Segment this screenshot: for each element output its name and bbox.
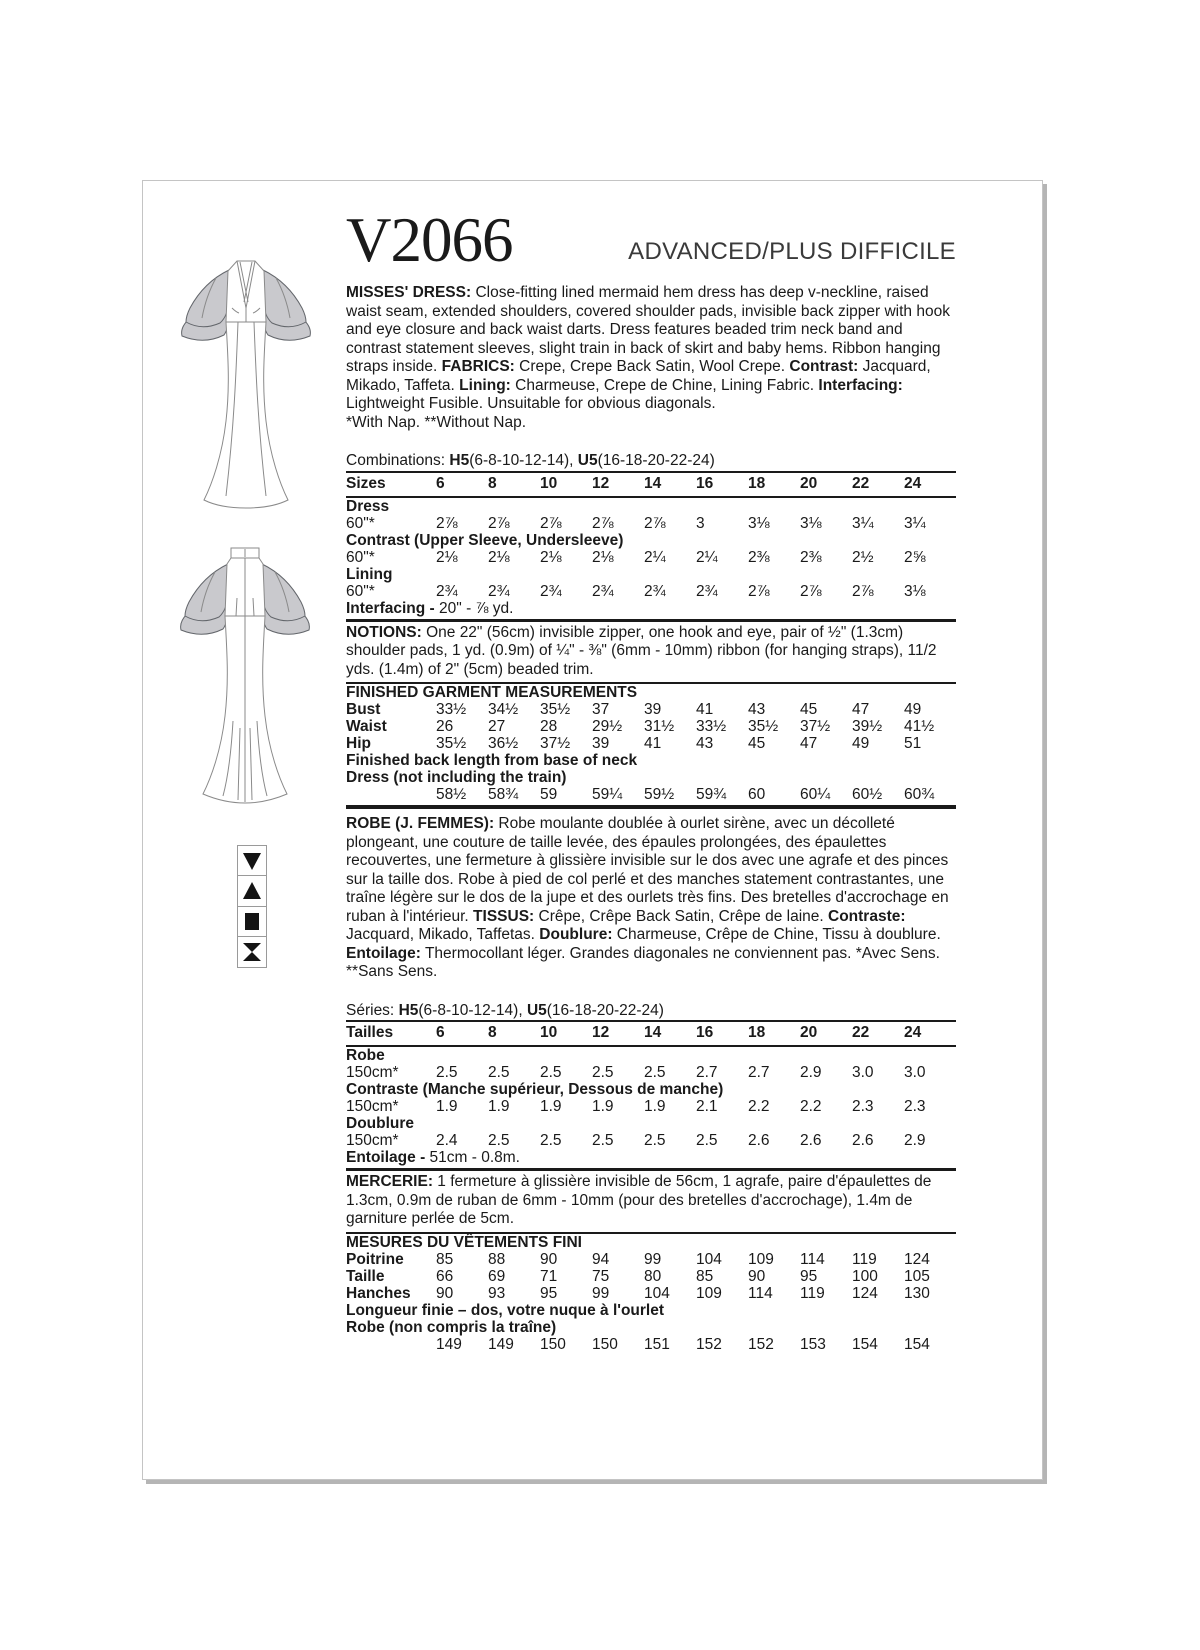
value-cell: 8: [488, 474, 497, 492]
value-cell: 2.5: [644, 1064, 666, 1081]
text-run: Charmeuse, Crêpe de Chine, Tissu à doublure.: [612, 926, 941, 943]
value-cell: 1.9: [488, 1098, 510, 1115]
section-label-row: [346, 1115, 956, 1132]
value-cell: 60¾: [904, 786, 935, 803]
note-text: [346, 600, 956, 617]
bold-run: Entoilage -: [346, 1149, 430, 1166]
section-label: Lining: [346, 565, 393, 583]
row-label-cell: Bust: [346, 701, 381, 718]
value-cell: 2.7: [748, 1064, 770, 1081]
value-cell: 2.5: [436, 1064, 458, 1081]
value-cell: 35½: [540, 701, 571, 718]
measurement-row: [346, 1064, 956, 1081]
value-cell: 85: [436, 1250, 454, 1268]
value-cell: 60: [748, 786, 766, 803]
section-label: Dress: [346, 497, 390, 515]
value-cell: 119: [800, 1284, 825, 1302]
value-cell: 14: [644, 1024, 662, 1041]
value-cell: 124: [904, 1250, 930, 1268]
value-cell: 2⅞: [644, 514, 666, 532]
value-cell: 39: [644, 701, 662, 718]
text-run: Séries:: [346, 1001, 399, 1019]
value-cell: 39½: [852, 718, 883, 735]
row-label-cell: Tailles: [346, 1024, 394, 1041]
text-run: Crêpe, Crêpe Back Satin, Crêpe de laine.: [534, 907, 828, 925]
note-text: [346, 1149, 956, 1166]
value-cell: 20: [800, 1024, 818, 1041]
value-cell: 37: [592, 701, 610, 718]
value-cell: 99: [644, 1250, 662, 1268]
value-cell: 43: [748, 701, 766, 718]
measurement-row: [346, 1285, 956, 1302]
value-cell: 35½: [436, 735, 467, 752]
value-cell: 27: [488, 718, 506, 735]
value-cell: 18: [748, 474, 766, 492]
measurement-row: [346, 735, 956, 752]
value-cell: 100: [852, 1267, 878, 1285]
value-cell: 2⅜: [748, 548, 770, 566]
value-cell: 33½: [696, 718, 727, 735]
bold-run: Interfacing -: [346, 599, 440, 617]
value-cell: 3.0: [852, 1064, 874, 1081]
section-label: Doublure: [346, 1115, 415, 1132]
row-label-cell: 60"*: [346, 514, 375, 532]
measurement-row: [346, 1251, 956, 1268]
finished-measurements-metric: [346, 1234, 956, 1353]
row-label-cell: 60"*: [346, 582, 375, 600]
dress-back-illustration: [173, 546, 317, 806]
value-cell: 3⅛: [904, 582, 926, 600]
row-label-cell: Hanches: [346, 1284, 411, 1302]
value-cell: 2⅛: [488, 548, 510, 566]
section-label: Longueur finie – dos, votre nuque à l'ourlet: [346, 1301, 665, 1319]
value-cell: 2¾: [540, 582, 562, 600]
row-label-cell: Waist: [346, 718, 387, 735]
value-cell: 150: [592, 1335, 618, 1353]
value-cell: 26: [436, 718, 454, 735]
bold-run: Lining:: [459, 376, 511, 394]
front-bodice: [226, 261, 266, 322]
value-cell: 2⅞: [800, 582, 822, 600]
measurement-row: [346, 786, 956, 803]
text-run: Thermocollant léger. Grandes diagonales ne conviennent pas. *Avec Sens. **Sans Sens.: [346, 944, 940, 980]
section-label: FINISHED GARMENT MEASUREMENTS: [346, 684, 638, 701]
value-cell: 2.5: [592, 1132, 614, 1149]
value-cell: 124: [852, 1284, 878, 1302]
bold-run: U5: [526, 1001, 547, 1019]
value-cell: 153: [800, 1335, 826, 1353]
value-cell: 33½: [436, 701, 467, 718]
value-cell: 2.3: [904, 1098, 926, 1115]
value-cell: 149: [488, 1335, 514, 1353]
value-cell: 66: [436, 1267, 454, 1285]
value-cell: 2.5: [540, 1064, 562, 1081]
section-label-row: [346, 769, 956, 786]
section-label: Robe (non compris la traîne): [346, 1318, 557, 1336]
pattern-number: V2066: [346, 205, 513, 275]
measurement-row: [346, 515, 956, 532]
yardage-table-imperial: [346, 471, 956, 622]
bold-run: U5: [577, 452, 598, 469]
mercerie-paragraph: [346, 1171, 956, 1234]
value-cell: 130: [904, 1284, 930, 1302]
bold-run: Interfacing:: [818, 376, 903, 394]
text-run: One 22" (56cm) invisible zipper, one hook and eye, pair of ½" (1.3cm) shoulder pads, 1 yd. (0.9m) of ¼" - ⅜" (6mm - 10mm) ribbon (for hanging straps), 11/2 yds. (1.4m) of 2" (5cm) beaded trim.: [346, 623, 937, 678]
value-cell: 2.9: [904, 1132, 926, 1149]
row-label-cell: 150cm*: [346, 1064, 399, 1081]
series-line: [346, 1002, 956, 1021]
value-cell: 60½: [852, 786, 883, 803]
bold-run: Entoilage:: [346, 944, 421, 962]
row-label-cell: Poitrine: [346, 1250, 404, 1268]
text-run: 20" - ⅞ yd.: [439, 599, 514, 617]
value-cell: 45: [800, 701, 818, 718]
front-skirt: [204, 322, 288, 508]
value-cell: 2⅞: [436, 514, 458, 532]
square-symbol: [237, 906, 267, 938]
row-label-cell: 150cm*: [346, 1098, 399, 1115]
value-cell: 152: [696, 1335, 722, 1353]
text-run: Combinations:: [346, 452, 450, 469]
value-cell: 34½: [488, 701, 519, 718]
text-run: *With Nap. **Without Nap.: [346, 413, 527, 431]
value-cell: 14: [644, 474, 662, 492]
measurement-row: [346, 1132, 956, 1149]
text-run: Close-fitting lined mermaid hem dress has deep v-neckline, raised waist seam, extended shoulders, covered shoulder pads, invisible back zipper with hook and eye closure and back waist darts. Dress features beaded trim neck band and contrast statement sleeves, slight train in back of skirt and baby hems. Ribbon hanging straps inside.: [346, 284, 950, 375]
value-cell: 119: [852, 1250, 877, 1268]
bold-run: MERCERIE:: [346, 1173, 433, 1190]
value-cell: 59¼: [592, 786, 623, 803]
value-cell: 35½: [748, 718, 779, 735]
value-cell: 90: [436, 1284, 454, 1302]
value-cell: 90: [540, 1250, 558, 1268]
size-header-row: [346, 1020, 956, 1047]
bold-run: Doublure:: [539, 926, 613, 943]
value-cell: 2¼: [644, 548, 666, 566]
value-cell: 2.4: [436, 1132, 458, 1149]
value-cell: 2.9: [800, 1064, 822, 1081]
text-column: [346, 181, 956, 1353]
value-cell: 2⅝: [904, 548, 926, 566]
value-cell: 1.9: [644, 1098, 666, 1115]
value-cell: 41½: [904, 718, 935, 735]
text-run: Robe moulante doublée à ourlet sirène, avec un décolleté plongeant, une couture de taille levée, des épaules prolongées, des épaulettes recouvertes, une fermeture à glissière invisible sur le dos avec une agrafe et des pinces sur la taille dos. Robe à pied de col perlé et des manches statement contrastantes, une traîne légère sur le dos de la jupe et des ourlets très fins. Des bretelles d'accrochage en ruban à l'intérieur.: [346, 815, 949, 925]
measurement-row: [346, 701, 956, 718]
value-cell: 2.1: [696, 1098, 718, 1115]
value-cell: 149: [436, 1335, 462, 1353]
value-cell: 2¾: [696, 582, 718, 600]
section-label-row: [346, 1081, 956, 1098]
value-cell: 2.6: [748, 1132, 770, 1149]
value-cell: 37½: [800, 718, 831, 735]
value-cell: 88: [488, 1250, 506, 1268]
hourglass-symbol: [237, 936, 267, 968]
section-label-row: [346, 1319, 956, 1336]
value-cell: 2.5: [592, 1064, 614, 1081]
value-cell: 105: [904, 1267, 930, 1285]
value-cell: 60¼: [800, 786, 831, 803]
value-cell: 45: [748, 735, 766, 752]
value-cell: 151: [644, 1335, 670, 1353]
section-label-row: [346, 684, 956, 701]
value-cell: 6: [436, 474, 445, 492]
value-cell: 41: [696, 701, 714, 718]
title-bar: [346, 205, 956, 275]
value-cell: 104: [696, 1250, 722, 1268]
value-cell: 10: [540, 1024, 558, 1041]
section-label: Dress (not including the train): [346, 769, 567, 786]
section-label-row: [346, 1047, 956, 1064]
value-cell: 59: [540, 786, 558, 803]
value-cell: 2¾: [436, 582, 458, 600]
value-cell: 3¼: [904, 514, 926, 532]
description-french: [346, 815, 956, 982]
value-cell: 75: [592, 1267, 610, 1285]
bold-run: NOTIONS:: [346, 623, 422, 641]
value-cell: 2.2: [800, 1098, 822, 1115]
value-cell: 51: [904, 735, 922, 752]
value-cell: 95: [540, 1284, 558, 1302]
value-cell: 80: [644, 1267, 662, 1285]
row-label-cell: 150cm*: [346, 1132, 399, 1149]
value-cell: 43: [696, 735, 714, 752]
value-cell: 154: [904, 1335, 930, 1353]
triangle-up-symbol: [237, 875, 267, 907]
text-run: (6-8-10-12-14),: [418, 1001, 527, 1019]
value-cell: 94: [592, 1250, 610, 1268]
description-english: [346, 284, 956, 432]
value-cell: 2.5: [488, 1132, 510, 1149]
value-cell: 22: [852, 474, 870, 492]
value-cell: 58¾: [488, 786, 519, 803]
section-label: MESURES DU VÊTEMENTS FINI: [346, 1233, 582, 1251]
value-cell: 12: [592, 1024, 610, 1041]
value-cell: 49: [852, 735, 870, 752]
text-run: Jacquard, Mikado, Taffeta.: [346, 358, 931, 394]
bold-run: H5: [449, 452, 470, 469]
yardage-table-metric: [346, 1020, 956, 1171]
value-cell: 16: [696, 474, 714, 492]
row-label-cell: Taille: [346, 1267, 385, 1285]
value-cell: 99: [592, 1284, 610, 1302]
measurement-row: [346, 549, 956, 566]
value-cell: 2⅞: [488, 514, 510, 532]
value-cell: 109: [748, 1250, 774, 1268]
value-cell: 58½: [436, 786, 467, 803]
bold-run: H5: [398, 1001, 419, 1019]
value-cell: 24: [904, 1024, 922, 1041]
section-label: Finished back length from base of neck: [346, 752, 638, 769]
section-label: Contraste (Manche supérieur, Dessous de manche): [346, 1081, 724, 1098]
value-cell: 71: [540, 1267, 558, 1285]
text-run: (6-8-10-12-14),: [469, 452, 578, 469]
measurement-row: [346, 718, 956, 735]
value-cell: 24: [904, 474, 922, 492]
text-run: 1 fermeture à glissière invisible de 56cm, 1 agrafe, paire d'épaulettes de 1.3cm, 0.9m de ruban de 6mm - 10mm (pour des bretelles d'accrochage), 1.4m de garniture perlée de 5cm.: [346, 1173, 932, 1227]
value-cell: 114: [748, 1284, 773, 1302]
value-cell: 1.9: [436, 1098, 458, 1115]
value-cell: 47: [800, 735, 818, 752]
text-run: Jacquard, Mikado, Taffetas.: [346, 926, 540, 943]
value-cell: 6: [436, 1024, 445, 1041]
value-cell: 31½: [644, 718, 675, 735]
bold-run: TISSUS:: [473, 907, 535, 925]
value-cell: 2⅞: [592, 514, 614, 532]
nap-symbol-strip: [237, 846, 267, 968]
measurement-row: [346, 583, 956, 600]
value-cell: 47: [852, 701, 870, 718]
pattern-envelope-back: [142, 180, 1043, 1480]
value-cell: 2.6: [800, 1132, 822, 1149]
value-cell: 39: [592, 735, 610, 752]
value-cell: 2.5: [696, 1132, 718, 1149]
dress-front-illustration: [176, 256, 316, 511]
triangle-down-symbol: [237, 845, 267, 877]
value-cell: 93: [488, 1284, 506, 1302]
bold-run: ROBE (J. FEMMES):: [346, 815, 495, 832]
value-cell: 2.3: [852, 1098, 874, 1115]
value-cell: 8: [488, 1024, 497, 1041]
size-header-row: [346, 471, 956, 498]
value-cell: 2.5: [488, 1064, 510, 1081]
value-cell: 3.0: [904, 1064, 926, 1081]
section-label-row: [346, 532, 956, 549]
difficulty-label: ADVANCED/PLUS DIFFICILE: [628, 238, 956, 265]
value-cell: 1.9: [540, 1098, 562, 1115]
text-run: 51cm - 0.8m.: [429, 1149, 520, 1166]
value-cell: 59¾: [696, 786, 727, 803]
value-cell: 3: [696, 514, 705, 532]
value-cell: 2.7: [696, 1064, 718, 1081]
value-cell: 90: [748, 1267, 766, 1285]
section-label: Robe: [346, 1047, 385, 1064]
value-cell: 104: [644, 1284, 670, 1302]
notions-paragraph: [346, 622, 956, 685]
bold-run: Contrast:: [789, 358, 859, 375]
note-row: [346, 600, 956, 617]
value-cell: 2¾: [488, 582, 510, 600]
value-cell: 28: [540, 718, 558, 735]
value-cell: 2.2: [748, 1098, 770, 1115]
value-cell: 49: [904, 701, 922, 718]
value-cell: 3⅛: [748, 514, 770, 532]
value-cell: 2¾: [644, 582, 666, 600]
row-label-cell: 60"*: [346, 548, 375, 566]
section-label-row: [346, 566, 956, 583]
value-cell: 22: [852, 1024, 870, 1041]
value-cell: 152: [748, 1335, 774, 1353]
text-run: Charmeuse, Crepe de Chine, Lining Fabric.: [510, 376, 819, 394]
section-label: Contrast (Upper Sleeve, Undersleeve): [346, 531, 624, 549]
value-cell: 95: [800, 1267, 818, 1285]
section-label-row: [346, 1234, 956, 1251]
value-cell: 2½: [852, 548, 874, 566]
value-cell: 1.9: [592, 1098, 614, 1115]
value-cell: 59½: [644, 786, 675, 803]
bold-run: FABRICS:: [441, 358, 515, 375]
value-cell: 2⅛: [540, 548, 562, 566]
value-cell: 16: [696, 1024, 714, 1041]
row-label-cell: [346, 786, 436, 803]
value-cell: 2⅞: [852, 582, 874, 600]
measurement-row: [346, 1098, 956, 1115]
measurement-row: [346, 1336, 956, 1353]
value-cell: 2⅛: [592, 548, 614, 566]
text-run: Lightweight Fusible. Unsuitable for obvious diagonals.: [346, 395, 716, 412]
section-label-row: [346, 752, 956, 769]
value-cell: 114: [800, 1250, 825, 1268]
value-cell: 36½: [488, 735, 519, 752]
section-label-row: [346, 1302, 956, 1319]
value-cell: 109: [696, 1284, 722, 1302]
bold-run: MISSES' DRESS:: [346, 284, 472, 301]
value-cell: 41: [644, 735, 662, 752]
value-cell: 29½: [592, 718, 623, 735]
value-cell: 2⅜: [800, 548, 822, 566]
value-cell: 2⅞: [540, 514, 562, 532]
note-row: [346, 1149, 956, 1166]
text-run: (16-18-20-22-24): [546, 1001, 664, 1019]
value-cell: 154: [852, 1335, 878, 1353]
value-cell: 2.5: [644, 1132, 666, 1149]
finished-measurements-imperial: [346, 684, 956, 809]
value-cell: 150: [540, 1335, 566, 1353]
value-cell: 69: [488, 1267, 506, 1285]
row-label-cell: [346, 1336, 436, 1353]
value-cell: 18: [748, 1024, 766, 1041]
value-cell: 2¼: [696, 548, 718, 566]
bold-run: Contraste:: [828, 907, 906, 925]
measurement-row: [346, 1268, 956, 1285]
value-cell: 2.5: [540, 1132, 562, 1149]
value-cell: 10: [540, 474, 558, 492]
value-cell: 2⅞: [748, 582, 770, 600]
value-cell: 3⅛: [800, 514, 822, 532]
value-cell: 85: [696, 1267, 714, 1285]
text-run: Crepe, Crepe Back Satin, Wool Crepe.: [514, 358, 790, 375]
value-cell: 2¾: [592, 582, 614, 600]
section-label-row: [346, 498, 956, 515]
value-cell: 3¼: [852, 514, 874, 532]
value-cell: 20: [800, 474, 818, 492]
combinations-line: [346, 452, 956, 471]
row-label-cell: Hip: [346, 735, 371, 752]
row-label-cell: Sizes: [346, 474, 386, 492]
value-cell: 2⅛: [436, 548, 458, 566]
value-cell: 12: [592, 474, 610, 492]
text-run: (16-18-20-22-24): [597, 452, 715, 469]
value-cell: 37½: [540, 735, 571, 752]
value-cell: 2.6: [852, 1132, 874, 1149]
